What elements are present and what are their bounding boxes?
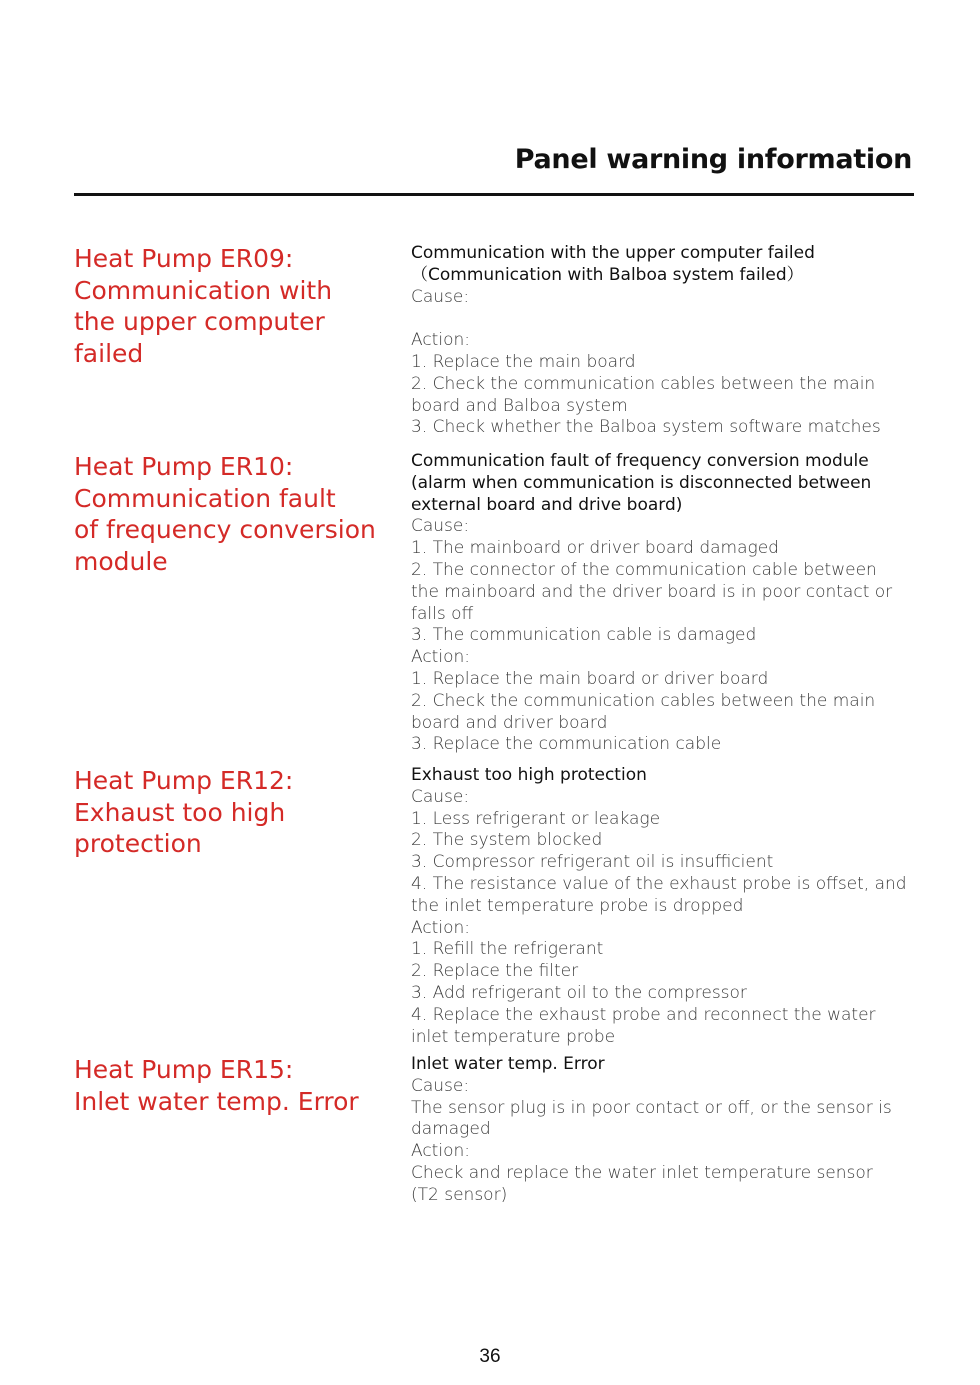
heading-line: Heat Pump ER12: <box>74 766 294 795</box>
cause-item: The sensor plug is in poor contact or off, or the sensor is <box>411 1097 892 1118</box>
action-label: Action: <box>411 917 470 938</box>
cause-label: Cause: <box>411 516 470 537</box>
action-item: 3. Replace the communication cable <box>411 734 722 755</box>
cause-label: Cause: <box>411 1075 470 1096</box>
cause-item: 4. The resistance value of the exhaust probe is offset, and <box>411 873 907 894</box>
heading-line: Inlet water temp. Error <box>74 1086 359 1116</box>
action-item: 2. Check the communication cables between the main <box>411 373 876 394</box>
action-item: board and driver board <box>411 712 608 733</box>
cause-item: 2. The connector of the communication cable between <box>411 559 877 580</box>
cause-label: Cause: <box>411 286 470 307</box>
warning-detail <box>411 1054 891 1207</box>
action-item: 1. Replace the main board or driver board <box>411 668 769 689</box>
warning-detail <box>411 451 891 756</box>
heading-line: protection <box>74 829 202 859</box>
title-divider <box>74 193 914 196</box>
action-item: 1. Replace the main board <box>411 351 636 372</box>
heading-line: Heat Pump ER09: <box>74 244 294 273</box>
heading-line: of frequency conversion <box>74 515 376 545</box>
cause-item: 3. The communication cable is damaged <box>411 625 757 646</box>
cause-item: 1. Less refrigerant or leakage <box>411 808 661 829</box>
detail-title: (alarm when communication is disconnected between <box>411 472 872 493</box>
detail-title: Communication fault of frequency conversion module <box>411 451 869 471</box>
action-item: board and Balboa system <box>411 395 628 416</box>
detail-title: external board and drive board) <box>411 494 683 515</box>
detail-title: Exhaust too high protection <box>411 765 647 785</box>
heading-line: Heat Pump ER10: <box>74 452 294 481</box>
action-item: 4. Replace the exhaust probe and reconnect the water <box>411 1004 876 1025</box>
warning-code-heading <box>74 243 384 369</box>
action-item: 3. Check whether the Balboa system software matches <box>411 417 881 438</box>
cause-item: 2. The system blocked <box>411 830 603 851</box>
warning-detail <box>411 243 891 439</box>
action-item: 2. Check the communication cables between the main <box>411 690 876 711</box>
detail-title: Communication with the upper computer failed <box>411 243 815 263</box>
heading-line: Communication with <box>74 275 333 305</box>
warning-section-er12 <box>74 765 914 1050</box>
cause-item: damaged <box>411 1119 491 1140</box>
cause-item: 1. The mainboard or driver board damaged <box>411 538 779 559</box>
cause-item: the inlet temperature probe is dropped <box>411 895 744 916</box>
action-item: 1. Refill the refrigerant <box>411 939 604 960</box>
detail-title: Inlet water temp. Error <box>411 1054 605 1074</box>
action-item: 3. Add refrigerant oil to the compressor <box>411 982 747 1003</box>
detail-title: （Communication with Balboa system failed） <box>411 264 804 285</box>
cause-label: Cause: <box>411 786 470 807</box>
warning-section-er09 <box>74 243 914 443</box>
warning-code-heading <box>74 451 384 577</box>
cause-item: the mainboard and the driver board is in poor contact or <box>411 581 893 602</box>
action-item: 2. Replace the filter <box>411 961 579 982</box>
action-label: Action: <box>411 330 470 351</box>
heading-line: failed <box>74 338 144 368</box>
cause-item: 3. Compressor refrigerant oil is insufficient <box>411 852 774 873</box>
heading-line: module <box>74 546 168 576</box>
action-item: Check and replace the water inlet temperature sensor <box>411 1162 873 1183</box>
blank-line <box>411 308 891 330</box>
action-label: Action: <box>411 647 470 668</box>
action-label: Action: <box>411 1141 470 1162</box>
heading-line: Exhaust too high <box>74 797 286 827</box>
page-number: 36 <box>479 1346 501 1367</box>
cause-item: falls off <box>411 603 474 624</box>
heading-line: Communication fault <box>74 483 336 513</box>
warning-detail <box>411 765 907 1048</box>
page-title: Panel warning information <box>514 144 912 175</box>
action-item: (T2 sensor) <box>411 1184 508 1205</box>
heading-line: Heat Pump ER15: <box>74 1055 294 1084</box>
heading-line: the upper computer <box>74 307 325 337</box>
action-item: inlet temperature probe <box>411 1026 616 1047</box>
warning-section-er10 <box>74 451 914 761</box>
warning-code-heading <box>74 1054 384 1117</box>
warning-code-heading <box>74 765 384 860</box>
warning-section-er15 <box>74 1054 914 1214</box>
